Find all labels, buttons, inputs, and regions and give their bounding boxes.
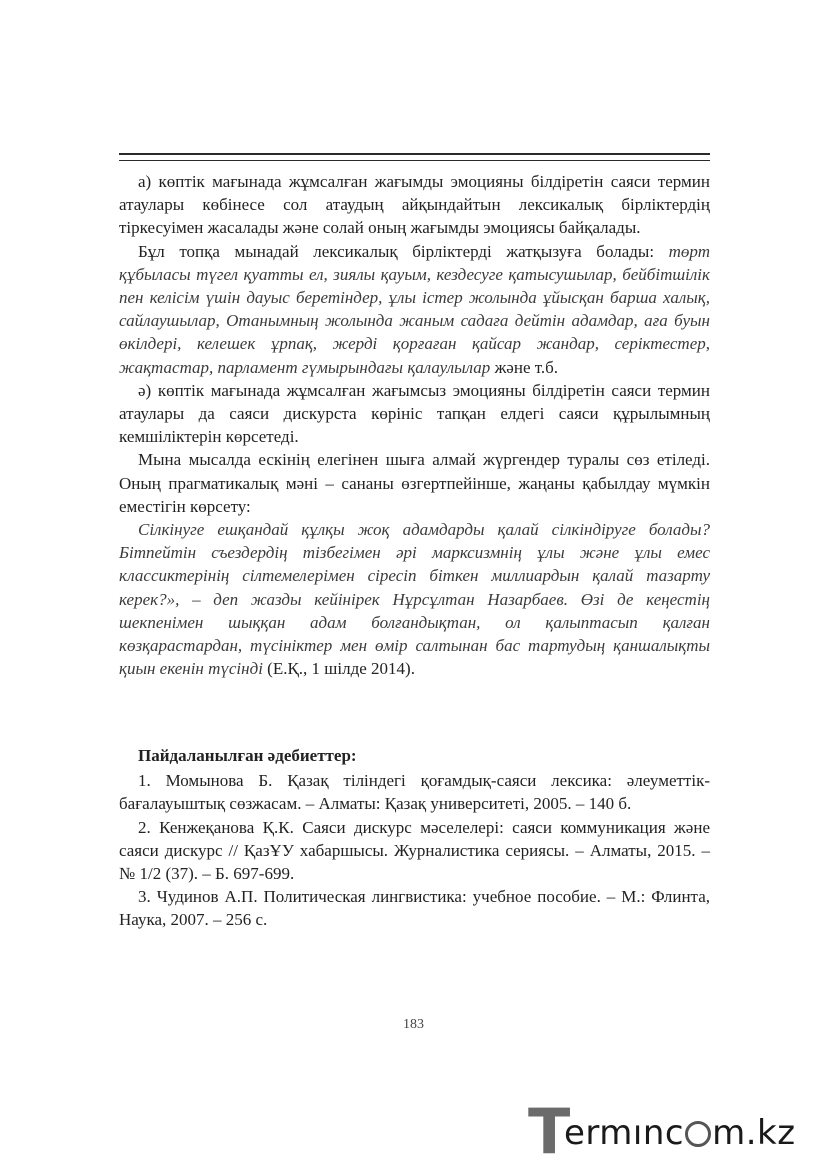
logo-text: ermınc m.kz: [564, 1113, 796, 1153]
text-segment: Бұл топқа мынадай лексикалық бірліктерді жатқызуға болады:: [138, 241, 669, 261]
italic-text: төрт құбыласы түгел қуатты ел, зиялы қауым, кездесуге қатысушылар, бейбітшілік пен келісім үшін дауыс беретіндер, ұлы істер жолында ұйысқан барша халық, сайлаушылар, Отанымның жолында жаным садаға дейтін адамдар, аға буын өкілдері, келешек ұрпақ, жерді қорғаған қайсар жандар, серіктестер, жақтастар, парламент гүмырындағы қалаулылар: [119, 241, 710, 377]
body-paragraph: [119, 448, 710, 518]
references-section: [119, 744, 710, 932]
text-segment: және т.б.: [490, 357, 559, 377]
text-segment: а) көптік мағынада жұмсалған жағымды эмоцияны білдіретін саяси термин атаулары көбінесе сол атаудың айқындайтын лексикалық бірліктердің тіркесуімен жасалады және солай оның жағымды эмоциясы байқалады.: [119, 172, 710, 238]
body-paragraph: [119, 379, 710, 449]
reference-item: 1. Момынова Б. Қазақ тіліндегі қоғамдық-саяси лексика: әлеуметтік-бағалауыштық сөзжасам. – Алматы: Қазақ университеті, 2005. – 140 б.: [119, 771, 710, 814]
text-segment: (Е.Қ., 1 шілде 2014).: [262, 659, 415, 679]
body-paragraph: [119, 518, 710, 680]
reference-item: 2. Кенжеқанова Қ.К. Саяси дискурс мәселелері: саяси коммуникация және саяси дискурс // ҚазҰУ хабаршысы. Журналистика сериясы. – Алматы, 2015. – № 1/2 (37). – Б. 697-699.: [119, 817, 710, 884]
header-rule-thick: [119, 153, 710, 155]
body-paragraph: [119, 240, 710, 379]
text-segment: ә) көптік мағынада жұмсалған жағымсыз эмоцияны білдіретін саяси термин атаулары да саяси дискурста көрініс тапқан елдегі саяси құрылымның кемшіліктерін көрсетеді.: [119, 380, 710, 447]
body-text: [119, 170, 710, 680]
italic-text: Сілкінуге ешқандай құлқы жоқ адамдарды қалай сілкіндіруге болады? Бітпейтін съездердің тізбегімен әрі марксизмнің ұлы және ұлы емес классиктерінің сілтемелерімен сіресіп біткен миллиардын қалай тазарту керек?», – деп жазды кейінірек Нұрсұлтан Назарбаев. Өзі де кеңестің шекпенімен шыққан адам болғандықтан, ол қалыптасып қалған көзқарастардан, түсініктер мен өмір салтынан бас тартудың қаншалықты қиын екенін түсінді: [119, 520, 710, 679]
logo-letter-t: T: [528, 1095, 571, 1168]
references-heading: Пайдаланылған әдебиеттер:: [138, 746, 357, 765]
body-paragraph: [119, 170, 710, 240]
termincom-logo[interactable]: [528, 1095, 818, 1168]
reference-item: 3. Чудинов А.П. Политическая лингвистика: учебное пособие. – М.: Флинта, Наука, 2007. – 256 с.: [119, 887, 710, 930]
header-rule-thin: [119, 160, 710, 161]
page-number: 183: [403, 1017, 424, 1032]
text-segment: Мына мысалда ескінің елегінен шыға алмай жүргендер туралы сөз етіледі. Оның прагматикалық мәні – сананы өзгертпейінше, жаңаны қабылдау мүмкін еместігін көрсету:: [119, 450, 710, 516]
magnifier-icon: [685, 1121, 711, 1147]
